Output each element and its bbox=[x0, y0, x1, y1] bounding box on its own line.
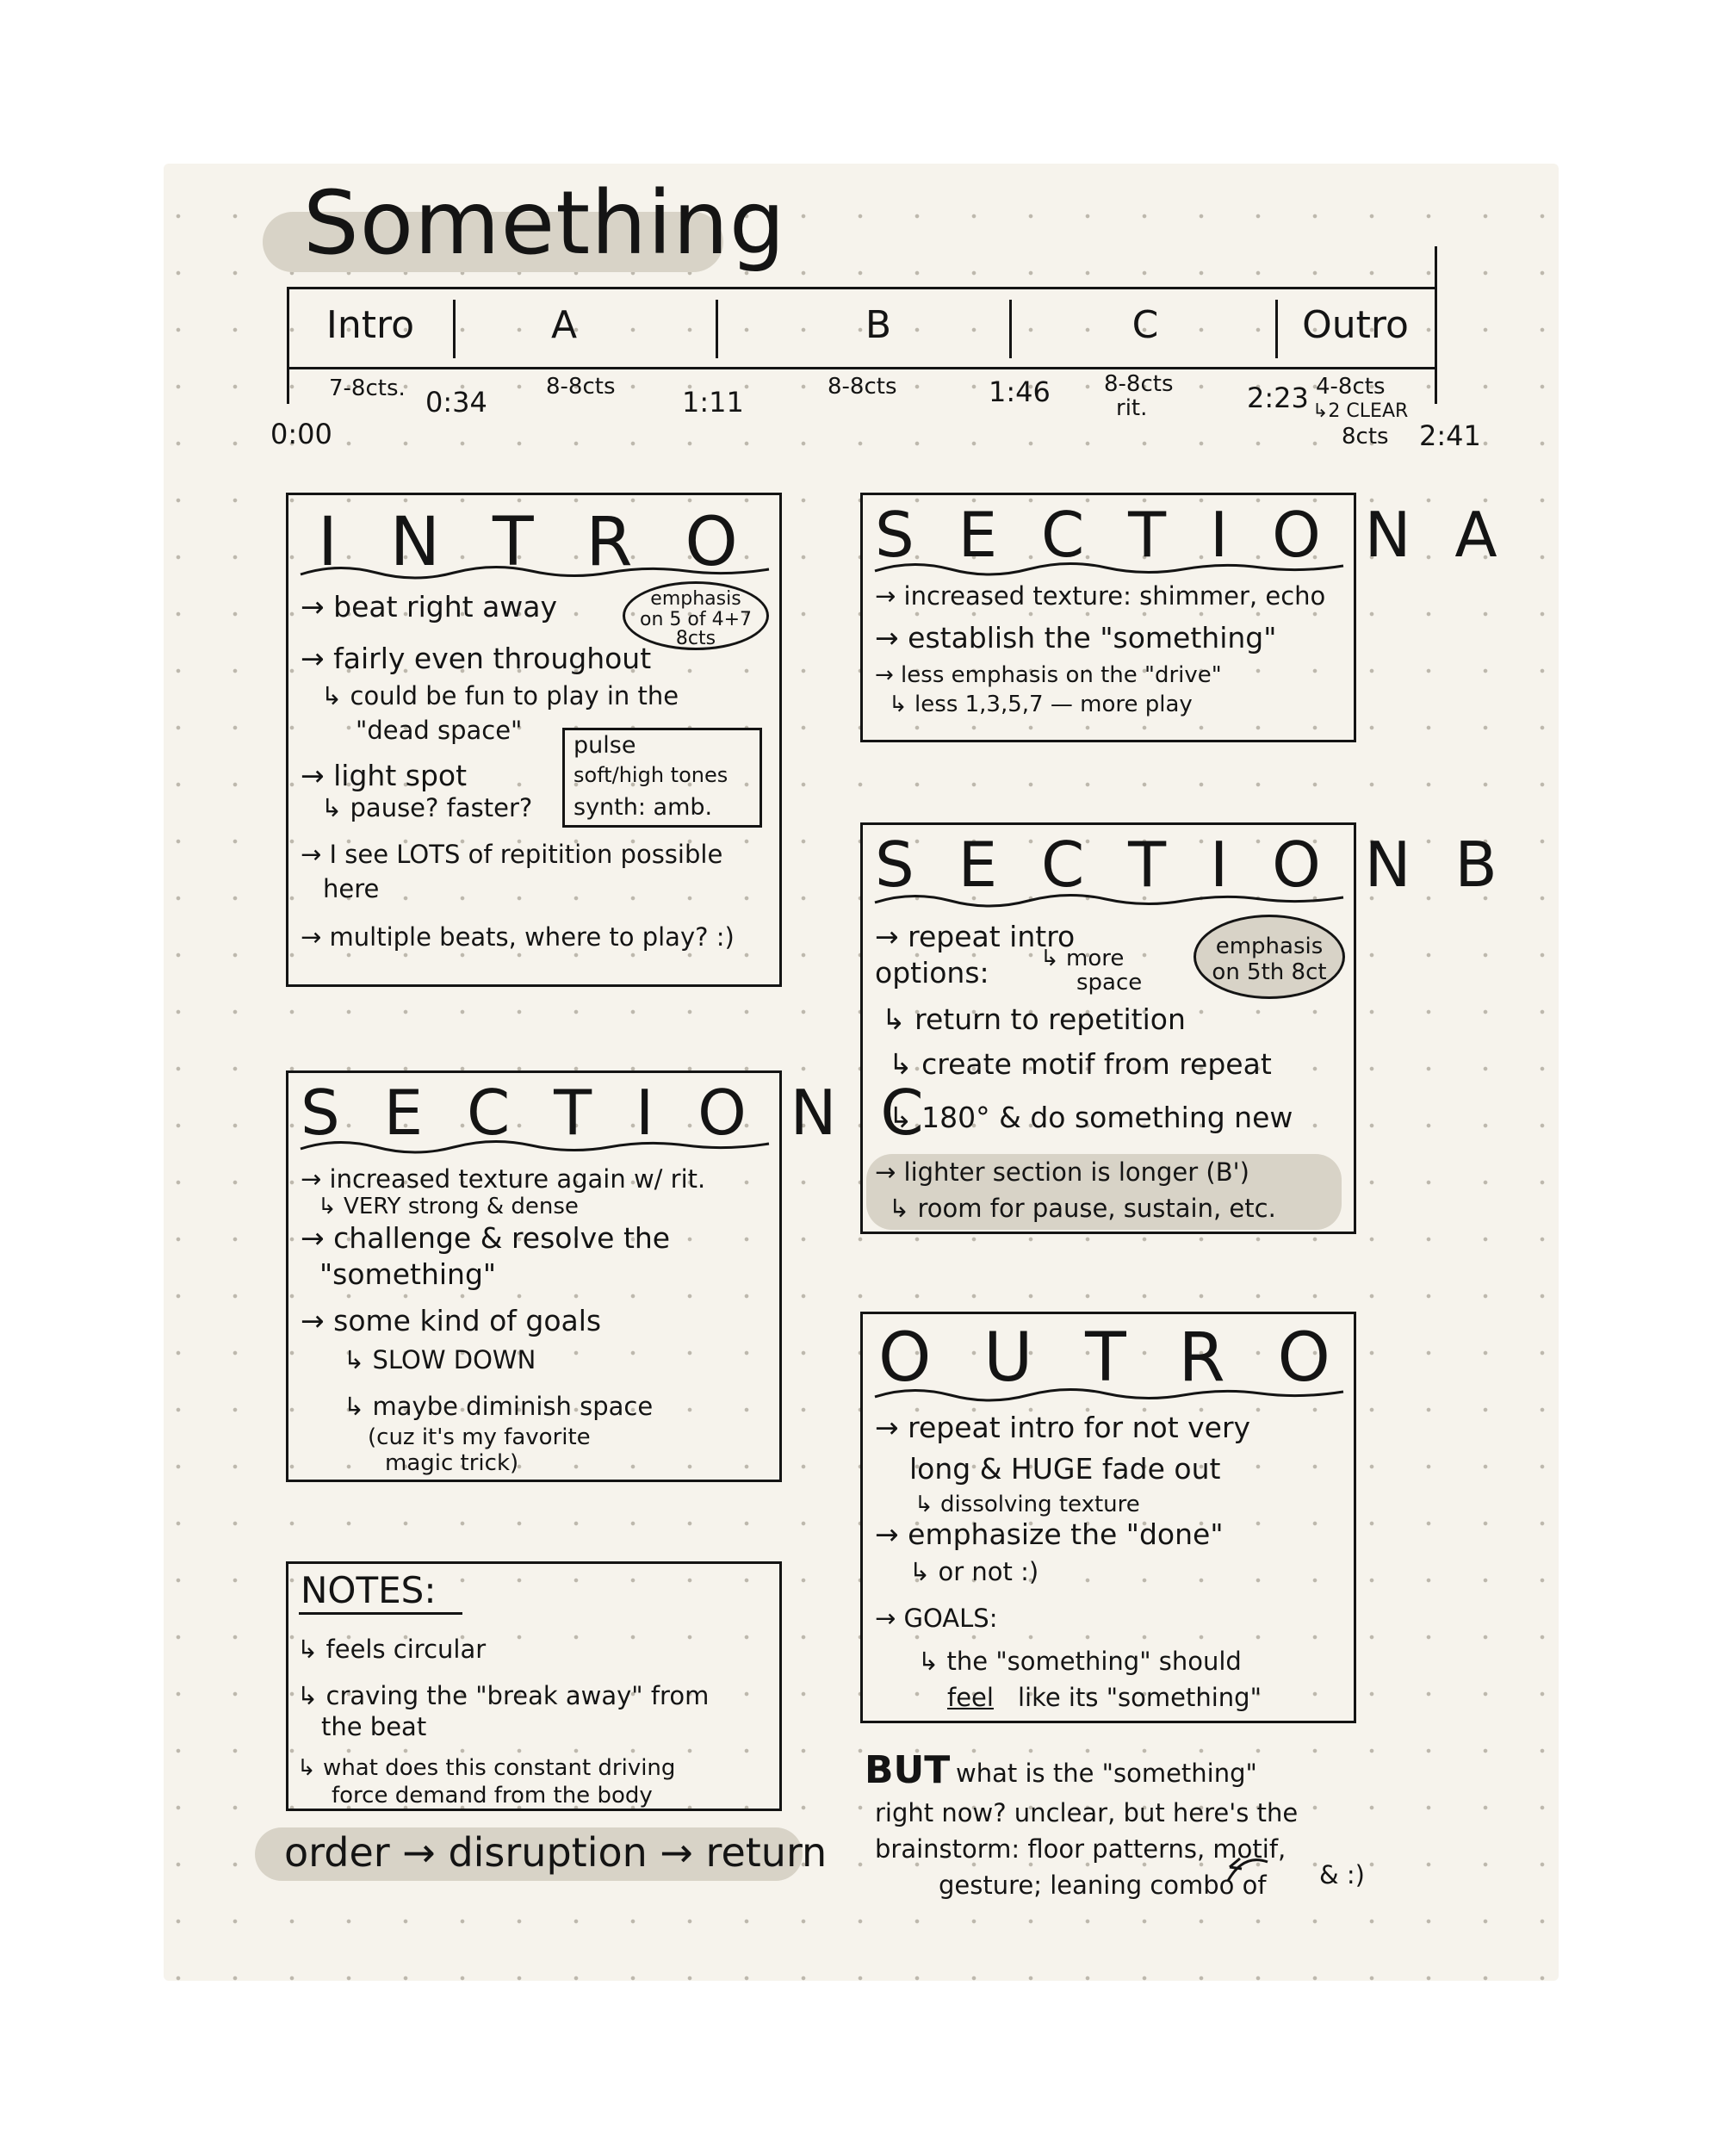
intro-line: → multiple beats, where to play? :) bbox=[301, 922, 735, 952]
section-b-line: ↳ create motif from repeat bbox=[889, 1047, 1272, 1081]
intro-line: ↳ could be fun to play in the bbox=[321, 681, 679, 710]
outro-line-emphasis: feel bbox=[947, 1683, 994, 1712]
section-a-line: → establish the "something" bbox=[875, 621, 1277, 655]
notes-line: ↳ what does this constant driving bbox=[297, 1755, 676, 1781]
outro-line: like its "something" bbox=[1018, 1683, 1262, 1712]
page-title: Something bbox=[303, 172, 786, 275]
outro-line: long & HUGE fade out bbox=[909, 1452, 1221, 1486]
section-b-heading: S E C T I O N B bbox=[875, 828, 1510, 901]
outro-line: ↳ or not :) bbox=[909, 1557, 1039, 1586]
curved-arrow-icon bbox=[1223, 1850, 1283, 1884]
notes-line: ↳ feels circular bbox=[297, 1635, 487, 1664]
timeline-end-tick bbox=[1435, 246, 1437, 404]
timeline-top-line bbox=[287, 287, 1437, 289]
timeline-segment-a: A bbox=[550, 303, 578, 347]
timeline-count: 8-8cts bbox=[828, 374, 897, 400]
section-a-line: ↳ less 1,3,5,7 — more play bbox=[889, 692, 1193, 717]
section-c-line: → some kind of goals bbox=[301, 1304, 602, 1337]
heading-underline bbox=[299, 561, 771, 583]
but-lead: BUT bbox=[865, 1748, 951, 1792]
intro-box bbox=[286, 493, 782, 987]
oval-text: emphasis bbox=[1215, 934, 1324, 959]
emphasis-oval bbox=[1194, 915, 1345, 999]
timeline-time: 2:41 bbox=[1419, 419, 1481, 452]
section-a-line: → increased texture: shimmer, echo bbox=[875, 581, 1326, 611]
timeline-count: 7-8cts. bbox=[329, 375, 406, 401]
timeline-segment-c: C bbox=[1132, 303, 1159, 347]
timeline-divider bbox=[453, 300, 456, 358]
intro-line: → light spot bbox=[301, 759, 468, 792]
section-a-heading: S E C T I O N A bbox=[875, 499, 1510, 571]
texture-box-line: synth: amb. bbox=[574, 794, 713, 821]
section-c-line: ↳ VERY strong & dense bbox=[318, 1194, 579, 1219]
notes-line: force demand from the body bbox=[332, 1783, 653, 1809]
texture-box bbox=[562, 728, 762, 828]
timeline-start-tick bbox=[287, 287, 289, 404]
timeline-time: 1:46 bbox=[989, 375, 1051, 408]
but-note-line: & :) bbox=[1319, 1860, 1365, 1889]
timeline-count: 8cts bbox=[1342, 424, 1389, 450]
section-c-line: → increased texture again w/ rit. bbox=[301, 1164, 706, 1194]
timeline-count: rit. bbox=[1116, 395, 1148, 421]
notes-box bbox=[286, 1561, 782, 1811]
intro-line: → I see LOTS of repitition possible bbox=[301, 840, 723, 869]
but-note-line: right now? unclear, but here's the bbox=[875, 1798, 1299, 1827]
timeline-segment-outro: Outro bbox=[1302, 303, 1409, 347]
section-b-line: ↳ 180° & do something new bbox=[889, 1101, 1293, 1134]
emphasis-oval bbox=[623, 581, 769, 650]
texture-box-line: soft/high tones bbox=[574, 763, 728, 787]
but-note-line: gesture; leaning combo of bbox=[939, 1871, 1267, 1900]
intro-line: here bbox=[323, 874, 380, 903]
notes-heading-underline bbox=[299, 1612, 462, 1615]
summary-text: order → disruption → return bbox=[284, 1829, 828, 1876]
timeline-time: 0:34 bbox=[425, 386, 487, 419]
section-c-line: (cuz it's my favorite bbox=[368, 1424, 591, 1450]
timeline-count: 4-8cts bbox=[1316, 374, 1386, 400]
outro-line: ↳ dissolving texture bbox=[914, 1492, 1140, 1517]
intro-line: → beat right away bbox=[301, 590, 558, 624]
section-b-line: space bbox=[1076, 970, 1143, 996]
section-b-line: ↳ return to repetition bbox=[882, 1002, 1186, 1036]
section-b-line: ↳ more bbox=[1040, 946, 1125, 971]
but-note-line: brainstorm: floor patterns, motif, bbox=[875, 1834, 1286, 1864]
section-c-line: ↳ maybe diminish space bbox=[344, 1392, 654, 1421]
intro-line: → fairly even throughout bbox=[301, 642, 652, 675]
section-b-line: ↳ room for pause, sustain, etc. bbox=[889, 1194, 1276, 1223]
heading-underline bbox=[873, 889, 1345, 911]
oval-text: on 5th 8ct bbox=[1212, 959, 1327, 985]
oval-text: on 5 of 4+7 bbox=[639, 609, 752, 630]
heading-underline bbox=[873, 557, 1345, 580]
timeline-time: 2:23 bbox=[1247, 382, 1309, 414]
timeline-segment-b: B bbox=[865, 303, 892, 347]
notes-line: the beat bbox=[321, 1712, 427, 1741]
timeline-bottom-line bbox=[287, 367, 1437, 369]
section-a-box bbox=[860, 493, 1510, 742]
timeline-time: 0:00 bbox=[270, 418, 332, 450]
section-c-line: → challenge & resolve the bbox=[301, 1221, 671, 1255]
section-b-line: → repeat intro bbox=[875, 920, 1076, 953]
outro-line: ↳ the "something" should bbox=[918, 1647, 1242, 1676]
outro-line: → emphasize the "done" bbox=[875, 1517, 1224, 1551]
section-c-line: ↳ SLOW DOWN bbox=[344, 1345, 536, 1374]
intro-line: ↳ pause? faster? bbox=[321, 793, 533, 822]
timeline-segment-intro: Intro bbox=[326, 303, 415, 347]
section-c-box bbox=[286, 1070, 936, 1482]
timeline-time: 1:11 bbox=[682, 386, 744, 419]
section-b-line: → lighter section is longer (B') bbox=[875, 1157, 1249, 1187]
section-c-line: magic trick) bbox=[385, 1450, 519, 1476]
intro-line: "dead space" bbox=[356, 716, 523, 745]
timeline-count: ↳2 CLEAR bbox=[1312, 400, 1409, 422]
oval-text: 8cts bbox=[675, 628, 716, 649]
oval-text: emphasis bbox=[650, 588, 741, 610]
timeline-count: 8-8cts bbox=[1104, 371, 1174, 397]
notes-heading: NOTES: bbox=[301, 1569, 437, 1611]
outro-box bbox=[860, 1312, 1356, 1723]
section-b-line: options: bbox=[875, 956, 989, 990]
outro-line: → GOALS: bbox=[875, 1604, 998, 1633]
timeline-divider bbox=[1009, 300, 1012, 358]
section-c-line: "something" bbox=[319, 1257, 497, 1291]
outro-line: → repeat intro for not very bbox=[875, 1411, 1251, 1444]
heading-underline bbox=[873, 1383, 1345, 1405]
timeline-count: 8-8cts bbox=[546, 374, 616, 400]
timeline-divider bbox=[1275, 300, 1278, 358]
section-c-heading: S E C T I O N C bbox=[301, 1076, 936, 1149]
timeline-divider bbox=[716, 300, 718, 358]
outro-heading: O U T R O bbox=[878, 1319, 1346, 1397]
section-a-line: → less emphasis on the "drive" bbox=[875, 662, 1222, 688]
intro-heading: I N T R O bbox=[318, 504, 753, 581]
but-note-line: what is the "something" bbox=[956, 1759, 1257, 1788]
heading-underline bbox=[299, 1135, 771, 1157]
notes-line: ↳ craving the "break away" from bbox=[297, 1681, 710, 1710]
texture-box-line: pulse bbox=[574, 732, 636, 759]
section-b-box bbox=[860, 822, 1510, 1234]
